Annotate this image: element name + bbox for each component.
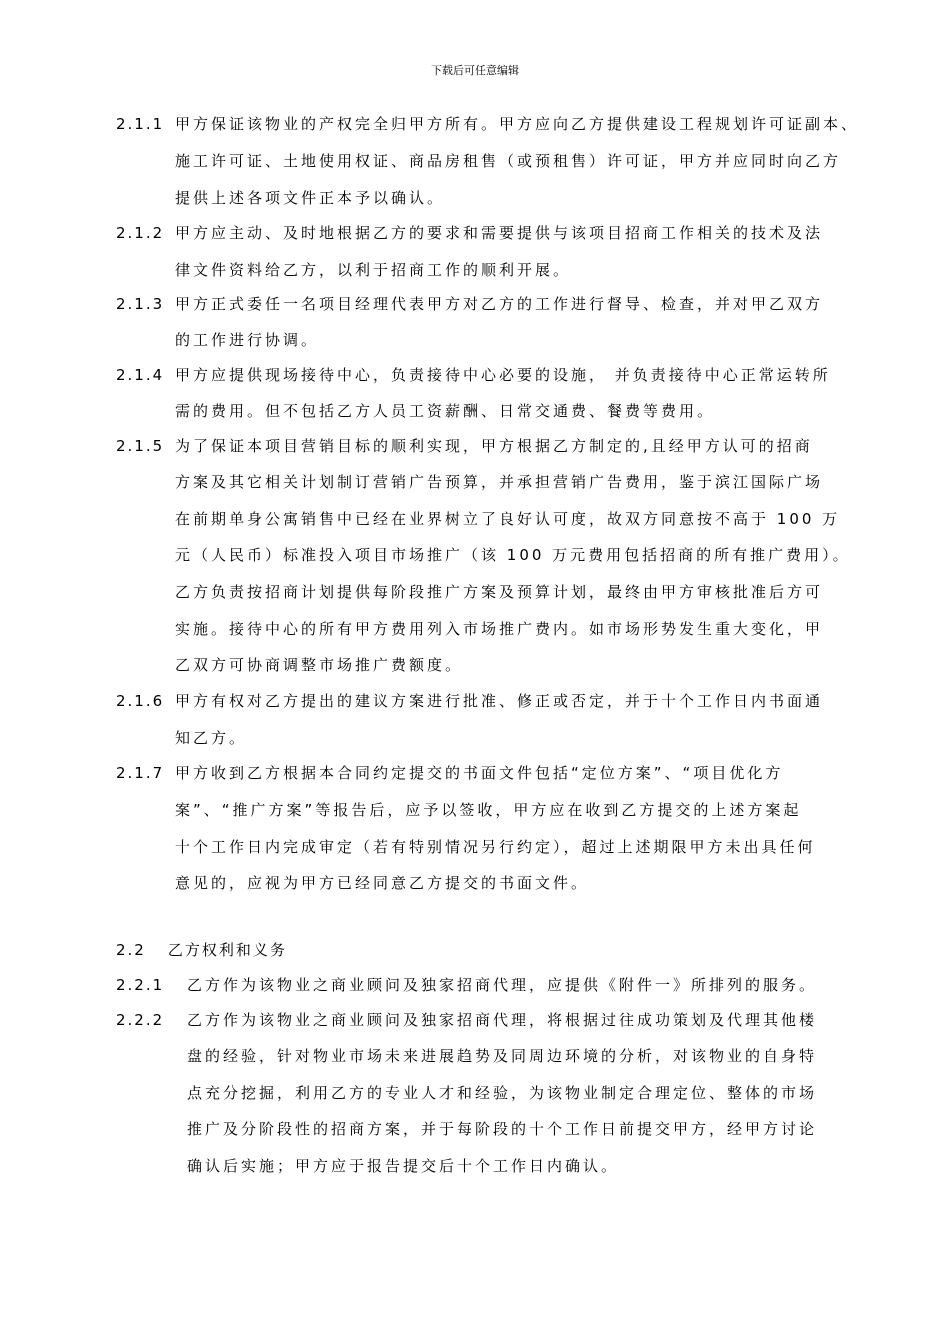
clause-line: 甲方正式委任一名项目经理代表甲方对乙方的工作进行督导、检查，并对甲乙双方	[175, 295, 824, 313]
clause-line: 十个工作日内完成审定（若有特别情况另行约定），超过上述期限甲方未出具任何	[175, 838, 816, 856]
clause-line: 在前期单身公寓销售中已经在业界树立了良好认可度，故双方同意按不高于 100 万	[175, 510, 841, 528]
clause-line: 的工作进行协调。	[175, 331, 320, 349]
clause-line: 施工许可证、土地使用权证、商品房租售（或预租售）许可证，甲方并应同时向乙方	[175, 152, 842, 170]
clause-line: 盘的经验，针对物业市场未来进展趋势及同周边环境的分析，对该物业的自身特	[187, 1047, 818, 1065]
clause-line: 乙双方可协商调整市场推广费额度。	[175, 656, 464, 674]
clause-line: 意见的，应视为甲方已经同意乙方提交的书面文件。	[175, 874, 590, 892]
clause-line: 知乙方。	[175, 729, 248, 747]
clause-line: 元（人民币）标准投入项目市场推广（该 100 万元费用包括招商的所有推广费用）。	[175, 546, 851, 564]
clause-line: 甲方应提供现场接待中心，负责接待中心必要的设施， 并负责接待中心正常运转所	[175, 366, 831, 384]
clause-number: 2.1.5	[116, 437, 165, 455]
clause-line: 乙方负责按招商计划提供每阶段推广方案及预算计划，最终由甲方审核批准后方可	[175, 583, 824, 601]
clause-line: 甲方收到乙方根据本合同约定提交的书面文件包括“定位方案”、“项目优化方	[175, 764, 784, 782]
clause-number: 2.2.2	[116, 1011, 165, 1029]
clause-line: 需的费用。但不包括乙方人员工资薪酬、日常交通费、餐费等费用。	[175, 402, 716, 420]
section-heading	[116, 940, 287, 960]
clause-line: 律文件资料给乙方，以利于招商工作的顺利开展。	[175, 261, 572, 279]
section-title: 乙方权利和义务	[167, 941, 287, 959]
clause-line: 乙方作为该物业之商业顾问及独家招商代理，应提供《附件一》所排列的服务。	[187, 976, 818, 994]
clause-line: 乙方作为该物业之商业顾问及独家招商代理，将根据过往成功策划及代理其他楼	[187, 1011, 818, 1029]
clause-line: 实施。接待中心的所有甲方费用列入市场推广费内。如市场形势发生重大变化，甲	[175, 620, 824, 638]
clause-line: 为了保证本项目营销目标的顺利实现，甲方根据乙方制定的,且经甲方认可的招商	[175, 437, 813, 455]
clause-line: 甲方应主动、及时地根据乙方的要求和需要提供与该项目招商工作相关的技术及法	[175, 224, 824, 242]
clause-number: 2.1.2	[116, 224, 165, 242]
clause-line: 方案及其它相关计划制订营销广告预算，并承担营销广告费用，鉴于滨江国际广场	[175, 473, 824, 491]
clause-line: 确认后实施；甲方应于报告提交后十个工作日内确认。	[187, 1157, 620, 1175]
page-header: 下载后可任意编辑	[431, 64, 519, 77]
clause-line: 案”、“推广方案”等报告后，应予以签收，甲方应在收到乙方提交的上述方案起	[175, 801, 802, 819]
clause-number: 2.1.3	[116, 295, 165, 313]
clause-line: 点充分挖掘，利用乙方的专业人才和经验，为该物业制定合理定位、整体的市场	[187, 1084, 818, 1102]
clause-line: 甲方保证该物业的产权完全归甲方所有。甲方应向乙方提供建设工程规划许可证副本、	[175, 115, 860, 133]
clause-number: 2.1.1	[116, 115, 165, 133]
clause-number: 2.2.1	[116, 976, 165, 994]
clause-line: 甲方有权对乙方提出的建议方案进行批准、修正或否定，并于十个工作日内书面通	[175, 692, 824, 710]
section-number: 2.2	[116, 941, 146, 959]
clause-line: 推广及分阶段性的招商方案，并于每阶段的十个工作日前提交甲方，经甲方讨论	[187, 1120, 818, 1138]
clause-number: 2.1.6	[116, 692, 165, 710]
clause-line: 提供上述各项文件正本予以确认。	[175, 189, 446, 207]
clause-number: 2.1.4	[116, 366, 165, 384]
clause-number: 2.1.7	[116, 764, 165, 782]
